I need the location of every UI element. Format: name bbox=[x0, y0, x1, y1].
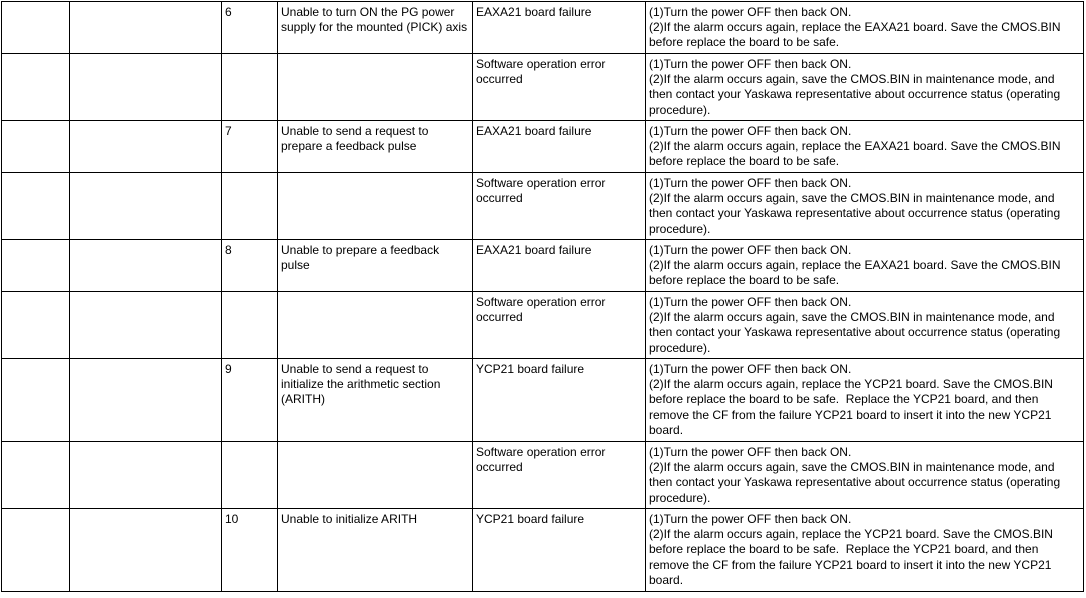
remedy-cell: (1)Turn the power OFF then back ON. (2)If the alarm occurs again, save the CMOS.BIN in maintenance mode, and then contact your Yaskawa representative about occurrence status (operating procedure). bbox=[646, 173, 1084, 240]
remedy-cell: (1)Turn the power OFF then back ON. (2)If the alarm occurs again, save the CMOS.BIN in maintenance mode, and then contact your Yaskawa representative about occurrence status (operating procedure). bbox=[646, 292, 1084, 359]
cause-cell: YCP21 board failure bbox=[473, 509, 646, 592]
remedy-cell: (1)Turn the power OFF then back ON. (2)If the alarm occurs again, replace the EAXA21 board. Save the CMOS.BIN before replace the board to be safe. bbox=[646, 240, 1084, 292]
remedy-cell: (1)Turn the power OFF then back ON. (2)If the alarm occurs again, save the CMOS.BIN in maintenance mode, and then contact your Yaskawa representative about occurrence status (operating procedure). bbox=[646, 54, 1084, 121]
sub-code-cell bbox=[222, 292, 278, 359]
meaning-cell bbox=[278, 54, 473, 121]
alarm-number-cell bbox=[2, 173, 70, 240]
cause-cell: EAXA21 board failure bbox=[473, 240, 646, 292]
sub-code-cell: 10 bbox=[222, 509, 278, 592]
meaning-cell: Unable to send a request to initialize the arithmetic section (ARITH) bbox=[278, 359, 473, 442]
alarm-number-cell bbox=[2, 2, 70, 54]
table-row bbox=[2, 173, 1084, 240]
alarm-number-cell bbox=[2, 121, 70, 173]
alarm-name-cell bbox=[70, 442, 222, 509]
alarm-name-cell bbox=[70, 54, 222, 121]
table-row bbox=[2, 442, 1084, 509]
alarm-name-cell bbox=[70, 292, 222, 359]
cause-cell: Software operation error occurred bbox=[473, 442, 646, 509]
sub-code-cell bbox=[222, 442, 278, 509]
cause-cell: EAXA21 board failure bbox=[473, 2, 646, 54]
meaning-cell bbox=[278, 442, 473, 509]
cause-cell: Software operation error occurred bbox=[473, 292, 646, 359]
alarm-name-cell bbox=[70, 2, 222, 54]
table-row bbox=[2, 2, 1084, 54]
sub-code-cell bbox=[222, 173, 278, 240]
alarm-name-cell bbox=[70, 121, 222, 173]
meaning-cell: Unable to send a request to prepare a feedback pulse bbox=[278, 121, 473, 173]
remedy-cell: (1)Turn the power OFF then back ON. (2)If the alarm occurs again, replace the EAXA21 board. Save the CMOS.BIN before replace the board to be safe. bbox=[646, 2, 1084, 54]
alarm-number-cell bbox=[2, 240, 70, 292]
alarm-name-cell bbox=[70, 240, 222, 292]
meaning-cell: Unable to initialize ARITH bbox=[278, 509, 473, 592]
alarm-number-cell bbox=[2, 292, 70, 359]
alarm-name-cell bbox=[70, 359, 222, 442]
meaning-cell: Unable to turn ON the PG power supply for the mounted (PICK) axis bbox=[278, 2, 473, 54]
sub-code-cell: 9 bbox=[222, 359, 278, 442]
alarm-number-cell bbox=[2, 442, 70, 509]
cause-cell: Software operation error occurred bbox=[473, 54, 646, 121]
alarm-name-cell bbox=[70, 173, 222, 240]
meaning-cell: Unable to prepare a feedback pulse bbox=[278, 240, 473, 292]
remedy-cell: (1)Turn the power OFF then back ON. (2)If the alarm occurs again, replace the YCP21 board. Save the CMOS.BIN before replace the board to be safe. Replace the YCP21 board, and then remove the CF from the failure YCP21 board to insert it into the new YCP21 board. bbox=[646, 509, 1084, 592]
remedy-cell: (1)Turn the power OFF then back ON. (2)If the alarm occurs again, replace the YCP21 board. Save the CMOS.BIN before replace the board to be safe. Replace the YCP21 board, and then remove the CF from the failure YCP21 board to insert it into the new YCP21 board. bbox=[646, 359, 1084, 442]
alarm-number-cell bbox=[2, 359, 70, 442]
table-row bbox=[2, 359, 1084, 442]
table-row bbox=[2, 292, 1084, 359]
cause-cell: YCP21 board failure bbox=[473, 359, 646, 442]
alarm-table bbox=[1, 1, 1084, 592]
meaning-cell bbox=[278, 173, 473, 240]
sub-code-cell bbox=[222, 54, 278, 121]
sub-code-cell: 7 bbox=[222, 121, 278, 173]
remedy-cell: (1)Turn the power OFF then back ON. (2)If the alarm occurs again, replace the EAXA21 board. Save the CMOS.BIN before replace the board to be safe. bbox=[646, 121, 1084, 173]
cause-cell: Software operation error occurred bbox=[473, 173, 646, 240]
alarm-number-cell bbox=[2, 509, 70, 592]
meaning-cell bbox=[278, 292, 473, 359]
cause-cell: EAXA21 board failure bbox=[473, 121, 646, 173]
remedy-cell: (1)Turn the power OFF then back ON. (2)If the alarm occurs again, save the CMOS.BIN in maintenance mode, and then contact your Yaskawa representative about occurrence status (operating procedure). bbox=[646, 442, 1084, 509]
sub-code-cell: 6 bbox=[222, 2, 278, 54]
table-row bbox=[2, 509, 1084, 592]
sub-code-cell: 8 bbox=[222, 240, 278, 292]
alarm-number-cell bbox=[2, 54, 70, 121]
table-row bbox=[2, 240, 1084, 292]
table-row bbox=[2, 121, 1084, 173]
alarm-name-cell bbox=[70, 509, 222, 592]
table-row bbox=[2, 54, 1084, 121]
